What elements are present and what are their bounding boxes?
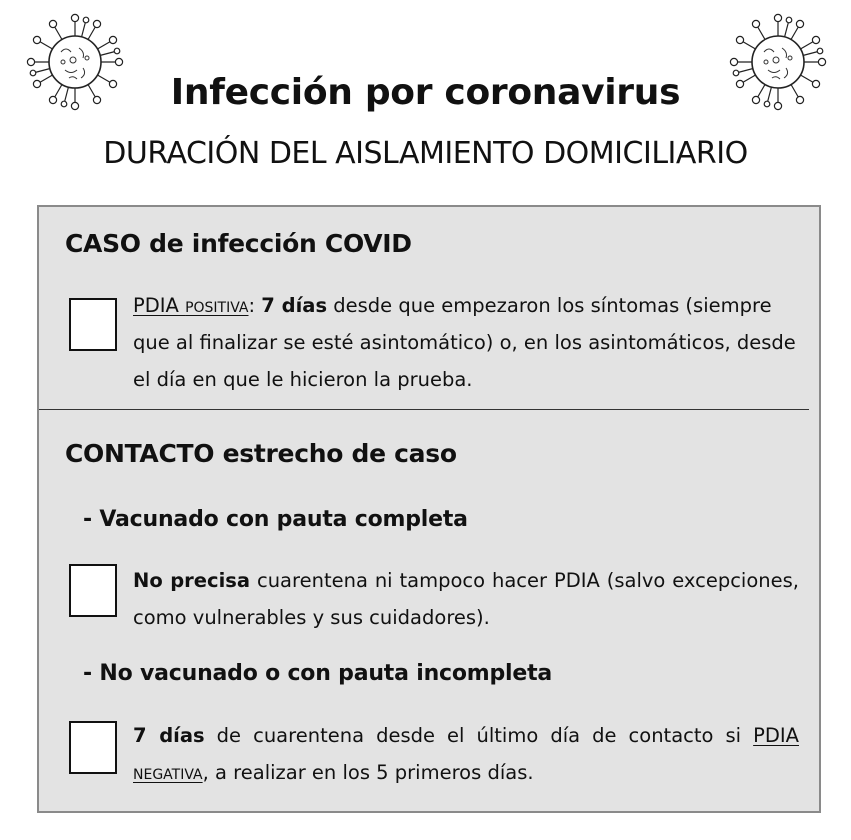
- page-title: Infección por coronavirus: [170, 72, 681, 113]
- vaccinated-checkbox[interactable]: [69, 564, 117, 617]
- page-subtitle: DURACIÓN DEL AISLAMIENTO DOMICILIARIO: [103, 136, 748, 171]
- vaccinated-heading: - Vacunado con pauta completa: [83, 507, 468, 532]
- contact-section-title: CONTACTO estrecho de caso: [65, 439, 457, 468]
- pdia-positive-term: PDIA positiva: [133, 294, 249, 317]
- unvaccinated-heading: - No vacunado o con pauta incompleta: [83, 661, 553, 686]
- duration-bold: 7 días: [261, 294, 328, 317]
- section-divider: [39, 409, 809, 410]
- case-item-text: PDIA positiva: 7 días desde que empezaron los síntomas (siempre que al finalizar se esté asintomático) o, en los asintomáticos, desde el día en que le hicieron la prueba.: [133, 294, 796, 391]
- no-precisa-bold: No precisa: [133, 569, 251, 592]
- duration-bold: 7 días: [133, 724, 205, 747]
- info-panel: [37, 205, 821, 813]
- unvaccinated-item-text: 7 días de cuarentena desde el último día de contacto si PDIA negativa, a realizar en los 5 primeros días.: [133, 724, 799, 784]
- case-checkbox[interactable]: [69, 298, 117, 351]
- pdia-negative-term: PDIA negativa: [133, 724, 799, 784]
- vaccinated-item-text: No precisa cuarentena ni tampoco hacer PDIA (salvo excepciones, como vulnerables y sus cuidadores).: [133, 569, 799, 629]
- case-section-title: CASO de infección COVID: [65, 229, 412, 258]
- unvaccinated-checkbox[interactable]: [69, 721, 117, 774]
